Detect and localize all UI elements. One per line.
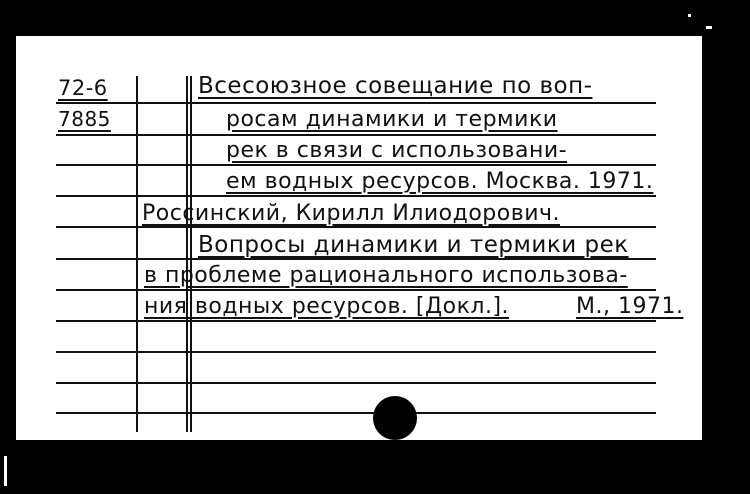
rule-line — [56, 258, 656, 260]
card-line-4: ем водных ресурсов. Москва. 1971. — [226, 169, 654, 194]
rule-line — [56, 102, 656, 104]
margin-line — [136, 76, 138, 432]
rule-line — [56, 226, 656, 228]
card-line-1: Всесоюзное совещание по воп- — [198, 73, 593, 99]
rule-line — [56, 289, 656, 291]
rule-line — [56, 195, 656, 197]
margin-line — [190, 76, 192, 432]
scan-speck — [706, 26, 712, 29]
punch-hole — [373, 396, 417, 440]
card-line-6: Вопросы динамики и термики рек — [198, 232, 629, 258]
scan-speck — [688, 14, 691, 17]
card-line-5: Россинский, Кирилл Илиодорович. — [142, 201, 560, 226]
rule-line — [56, 382, 656, 384]
inventory-number: 7885 — [58, 107, 111, 131]
rule-line — [56, 164, 656, 166]
rule-line — [56, 320, 656, 322]
rule-line — [56, 351, 656, 353]
card-line-7: в проблеме рационального использова- — [144, 263, 628, 288]
card-line-8: ния водных ресурсов. [Докл.]. — [144, 294, 510, 319]
call-number: 72-6 — [58, 76, 108, 100]
card-line-2: росам динамики и термики — [226, 107, 558, 132]
rule-line — [56, 412, 656, 414]
card-line-3: рек в связи с использовани- — [226, 138, 568, 163]
margin-line — [186, 76, 188, 432]
catalog-card — [16, 36, 702, 440]
rule-line — [56, 134, 656, 136]
card-line-9: М., 1971. — [576, 294, 684, 319]
scan-speck — [4, 456, 7, 486]
